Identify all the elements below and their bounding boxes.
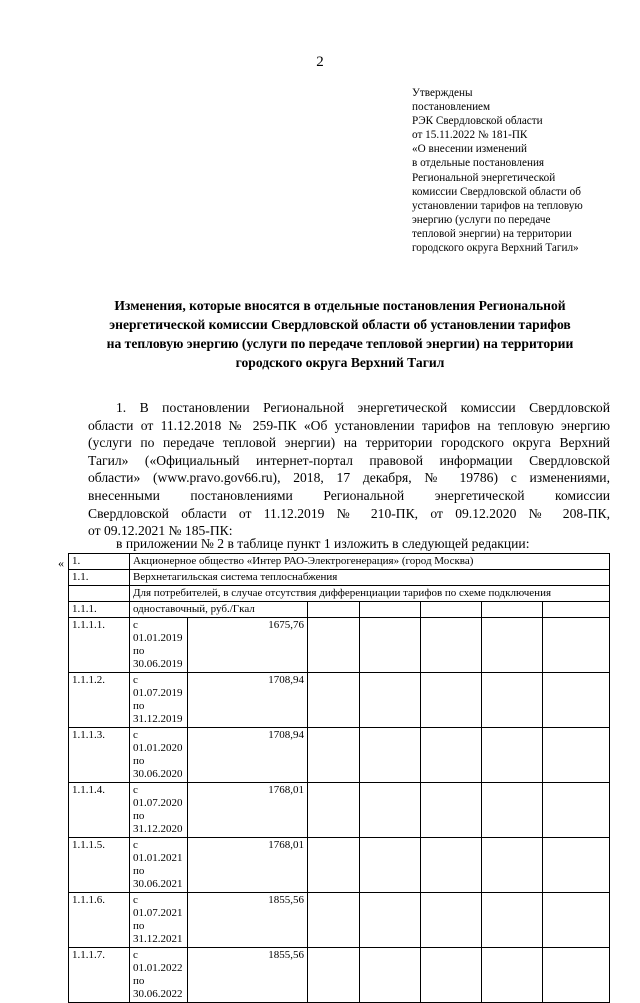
title-line: на тепловую энергию (услуги по передаче тепловой энергии) на территории	[106, 336, 574, 351]
tariff-type: одноставочный, руб./Гкал	[130, 602, 308, 618]
empty-cell	[543, 602, 610, 618]
approval-line: в отдельные постановления	[412, 157, 545, 170]
row-number: 1.1.1.7.	[69, 948, 130, 1003]
approval-line: энергию (услуги по передаче	[412, 213, 551, 226]
row-number: 1.1.1.2.	[69, 673, 130, 728]
row-number: 1.	[69, 554, 130, 570]
paragraph-line: внесенными постановлениями Региональной энергетической комиссии	[88, 487, 610, 503]
table-row	[69, 554, 610, 570]
approval-line: «О внесении изменений	[412, 143, 528, 156]
paragraph-line: 1. В постановлении Региональной энергетической комиссии Свердловской	[116, 400, 610, 415]
tariff-table	[68, 553, 610, 1003]
period-cell: с 01.07.2020 по 31.12.2020	[130, 783, 188, 838]
title-line: городского округа Верхний Тагил	[235, 355, 445, 370]
paragraph-line: области» (www.pravo.gov66.ru), 2018, 17 декабря, № 19786) с изменениями,	[88, 470, 610, 486]
tariff-value: 1855,56	[188, 948, 308, 1003]
tariff-value: 1855,56	[188, 893, 308, 948]
approval-line: установлении тарифов на тепловую	[412, 199, 583, 212]
period-cell: с 01.07.2021 по 31.12.2021	[130, 893, 188, 948]
opening-quote: «	[58, 556, 64, 570]
row-number: 1.1.1.1.	[69, 618, 130, 673]
paragraph-line: (услуги по передаче тепловой энергии) на территории городского округа Верхний	[88, 435, 610, 451]
title-line: Изменения, которые вносятся в отдельные постановления Региональной	[114, 298, 566, 313]
table-row	[69, 783, 610, 838]
row-number: 1.1.1.5.	[69, 838, 130, 893]
paragraph-line: области от 11.12.2018 № 259-ПК «Об установлении тарифов на тепловую энергию	[88, 417, 610, 433]
empty-cell	[308, 602, 360, 618]
row-number: 1.1.1.4.	[69, 783, 130, 838]
approval-line: городского округа Верхний Тагил»	[412, 242, 579, 255]
table-row	[69, 602, 610, 618]
tariff-value: 1675,76	[188, 618, 308, 673]
approval-line: комиссии Свердловской области об	[412, 185, 581, 198]
approval-line: Утверждены	[412, 87, 473, 99]
empty-cell	[69, 586, 130, 602]
table-row	[69, 586, 610, 602]
empty-cell	[421, 602, 482, 618]
approval-line: тепловой энергии) на территории	[412, 227, 572, 240]
consumer-category: Для потребителей, в случае отсутствия дифференциации тарифов по схеме подключения	[130, 586, 610, 602]
row-number: 1.1.1.	[69, 602, 130, 618]
table-row	[69, 948, 610, 1003]
table-row	[69, 728, 610, 783]
row-number: 1.1.1.3.	[69, 728, 130, 783]
tariff-value: 1708,94	[188, 728, 308, 783]
period-cell: с 01.01.2021 по 30.06.2021	[130, 838, 188, 893]
approval-line: постановлением	[412, 101, 491, 114]
row-number: 1.1.	[69, 570, 130, 586]
approval-line: Региональной энергетической	[412, 171, 556, 184]
paragraph-line: Тагил» («Официальный интернет-портал правовой информации Свердловской	[88, 452, 610, 468]
document-title	[70, 296, 610, 372]
system-name: Верхнетагильская система теплоснабжения	[130, 570, 610, 586]
body-paragraph	[88, 399, 610, 540]
approval-block	[412, 86, 632, 255]
table-row	[69, 570, 610, 586]
table-row	[69, 618, 610, 673]
tariff-value: 1768,01	[188, 783, 308, 838]
empty-cell	[360, 602, 421, 618]
approval-line: от 15.11.2022 № 181-ПК	[412, 129, 528, 142]
tariff-value: 1768,01	[188, 838, 308, 893]
table-row	[69, 838, 610, 893]
paragraph-line: от 09.12.2021 № 185-ПК:	[88, 523, 233, 539]
paragraph-line: Свердловской области от 11.12.2019 № 210-ПК, от 09.12.2020 № 208-ПК,	[88, 505, 610, 521]
table-row	[69, 893, 610, 948]
period-cell: с 01.01.2020 по 30.06.2020	[130, 728, 188, 783]
row-number: 1.1.1.6.	[69, 893, 130, 948]
table-row	[69, 673, 610, 728]
period-cell: с 01.01.2022 по 30.06.2022	[130, 948, 188, 1003]
tariff-value: 1708,94	[188, 673, 308, 728]
period-cell: с 01.07.2019 по 31.12.2019	[130, 673, 188, 728]
title-line: энергетической комиссии Свердловской области об установлении тарифов	[109, 317, 571, 332]
page-number: 2	[316, 54, 324, 70]
approval-line: РЭК Свердловской области	[412, 115, 543, 128]
empty-cell	[482, 602, 543, 618]
table-intro: в приложении № 2 в таблице пункт 1 изложить в следующей редакции:	[116, 536, 530, 551]
organization-name: Акционерное общество «Интер РАО-Электрогенерация» (город Москва)	[130, 554, 610, 570]
period-cell: с 01.01.2019 по 30.06.2019	[130, 618, 188, 673]
